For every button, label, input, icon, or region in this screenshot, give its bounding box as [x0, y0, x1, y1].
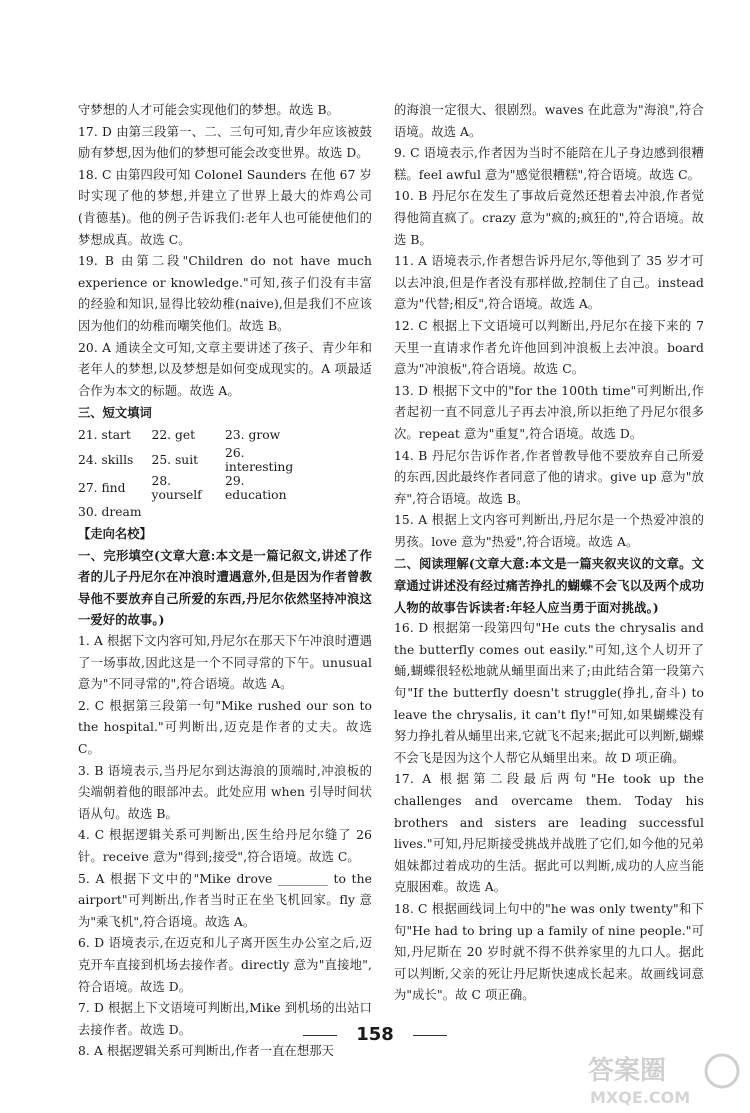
table-cell: 30. dream [78, 505, 142, 520]
table-cell: 28. yourself [151, 473, 202, 502]
table-cell [299, 446, 373, 474]
footer-rule-left [303, 1035, 337, 1036]
table-row [78, 424, 372, 446]
answer-paragraph: 6. D 语境表示,在迈克和儿子离开医生办公室之后,迈克开车直接到机场去接作者。directly 意为"直接地",符合语境。故选 D。 [78, 936, 372, 994]
answer-paragraph: 5. A 根据下文中的"Mike drove ________ to the airport"可判断出,作者当时正在坐飞机回家。fly 意为"乘飞机",符合语境。故选 A。 [78, 871, 372, 929]
cloze-intro: 一、完形填空(文章大意:本文是一篇记叙文,讲述了作者的儿子丹尼尔在冲浪时遭遇意外,但是因为作者曾教导他不要放弃自己所爱的东西,丹尼尔依然坚持冲浪这一爱好的故事。) [78, 547, 372, 628]
table-cell [299, 502, 373, 524]
table-cell [299, 424, 373, 446]
paragraph: 15. A 根据上文内容可判断出,丹尼尔是一个热爱冲浪的男孩。love 意为"热爱",符合语境。故选 A。 [394, 513, 704, 549]
left-column [78, 100, 372, 1063]
table-cell: 21. start [78, 427, 131, 442]
table-cell: 29. education [225, 473, 287, 502]
answer-paragraph: 2. C 根据第三段第一句"Mike rushed our son to the hospital."可判断出,迈克是作者的丈夫。故选 C。 [78, 698, 372, 757]
right-column [394, 100, 704, 1007]
table-cell: 26. interesting [225, 445, 294, 474]
table-cell: 22. get [151, 427, 196, 442]
table-cell: 25. suit [151, 452, 199, 467]
page-number: 158 [356, 1024, 394, 1045]
paragraph: 9. C 语境表示,作者因为当时不能陪在儿子身边感到很糟糕。feel awful 意为"感觉很糟糕",符合语境。故选 C。 [394, 146, 704, 182]
paragraph: 的海浪一定很大、很剧烈。waves 在此意为"海浪",符合语境。故选 A。 [394, 103, 704, 139]
paragraph: 10. B 丹尼尔在发生了事故后竟然还想着去冲浪,作者觉得他简直疯了。crazy 意为"疯的;疯狂的",符合语境。故选 B。 [394, 189, 704, 247]
answer-paragraph: 7. D 根据上下文语境可判断出,Mike 到机场的出站口去接作者。故选 D。 [78, 1001, 372, 1037]
reading-intro: 二、阅读理解(文章大意:本文是一篇夹叙夹议的文章。文章通过讲述没有经过痛苦挣扎的蝴蝶不会飞以及两个成功人物的故事告诉读者:年轻人应当勇于面对挑战。) [394, 556, 704, 615]
answer-paragraph: 4. C 根据逻辑关系可判断出,医生给丹尼尔缝了 26 针。receive 意为"得到;接受",符合语境。故选 C。 [78, 828, 372, 864]
paragraph: 11. A 语境表示,作者想告诉丹尼尔,等他到了 35 岁才可以去冲浪,但是作者没有那样做,控制住了自己。instead 意为"代替;相反",符合语境。故选 A。 [394, 254, 704, 312]
fill-in-answers-table [78, 424, 372, 523]
table-cell [152, 502, 226, 524]
watermark-logo [584, 1049, 744, 1107]
table-row [78, 502, 372, 524]
watermark-url: MXQE.COM [590, 1088, 691, 1107]
paragraph: 守梦想的人才可能会实现他们的梦想。故选 B。 [78, 103, 340, 117]
table-cell: 23. grow [225, 427, 281, 442]
table-row [78, 474, 372, 502]
paragraph: 14. B 丹尼尔告诉作者,作者曾教导他不要放弃自己所爱的东西,因此最终作者同意了他的请求。give up 意为"放弃",符合语境。故选 B。 [394, 448, 704, 506]
table-cell [225, 502, 299, 524]
paragraph: 19. B 由第二段"Children do not have much experience or knowledge."可知,孩子们没有丰富的经验和知识,显得比较幼稚(naive),但是我们不应该因为他们的幼稚而嘲笑他们。故选 B。 [78, 254, 372, 333]
paragraph: 12. C 根据上下文语境可以判断出,丹尼尔在接下来的 7 天里一直请求作者允许他回到冲浪板上去冲浪。board 意为"冲浪板",符合语境。故选 C。 [394, 318, 704, 377]
page-footer [0, 1024, 750, 1045]
answer-paragraph: 1. A 根据下文内容可知,丹尼尔在那天下午冲浪时遭遇了一场事故,因此这是一个不同寻常的下午。unusual 意为"不同寻常的",符合语境。故选 A。 [78, 634, 372, 692]
answer-paragraph: 18. C 根据画线词上句中的"he was only twenty"和下句"He had to bring up a family of nine people."可知,丹尼斯在 20 岁时就不得不供养家里的九口人。据此可以判断,父亲的死让丹尼斯快速成长起来。故画线词意为"成长"。故 C 项正确。 [394, 901, 704, 1003]
school-heading: 【走向名校】 [78, 526, 152, 542]
paragraph: 13. D 根据下文中的"for the 100th time"可判断出,作者起初一直不同意儿子再去冲浪,所以拒绝了丹尼尔很多次。repeat 意为"重复",符合语境。故选 D。 [394, 383, 704, 441]
table-row [78, 446, 372, 474]
answer-paragraph: 3. B 语境表示,当丹尼尔到达海浪的顶端时,冲浪板的尖端朝着他的眼部冲去。此处应用 when 引导时间状语从句。故选 B。 [78, 763, 372, 821]
answer-paragraph: 8. A 根据逻辑关系可判断出,作者一直在想那天 [78, 1044, 335, 1059]
table-cell [299, 474, 373, 502]
section-title: 三、短文填词 [78, 405, 152, 421]
answer-paragraph: 16. D 根据第一段第四句"He cuts the chrysalis and the butterfly comes out easily."可知,这个人切开了蛹,蝴蝶很轻松地就从蛹里面出来了;由此结合第一段第六句"If the butterfly doesn't struggle(挣扎,奋斗) to leave the chrysalis, it can't fly!"可知,如果蝴蝶没有努力挣扎着从蛹里出来,它就飞不起来;据此可以判断,蝴蝶不会飞是因为这个人帮它从蛹里出来。故 D 项正确。 [394, 621, 704, 765]
watermark-text: 答案圈 [588, 1056, 667, 1086]
watermark-circle-icon [706, 1055, 738, 1087]
paragraph: 20. A 通读全文可知,文章主要讲述了孩子、青少年和老年人的梦想,以及梦想是如何变成现实的。A 项最适合作为本文的标题。故选 A。 [78, 340, 372, 398]
table-cell: 27. find [78, 480, 126, 495]
table-cell: 24. skills [78, 452, 134, 467]
footer-rule-right [413, 1035, 447, 1036]
paragraph: 18. C 由第四段可知 Colonel Saunders 在他 67 岁时实现了他的梦想,并建立了世界上最大的炸鸡公司(肯德基)。他的例子告诉我们:老年人也可能使他们的梦想成真。故选 C。 [78, 167, 372, 247]
answer-paragraph: 17. A 根据第二段最后两句"He took up the challenges and overcame them. Today his brothers and sisters are leading successful lives."可知,丹尼斯接受挑战并战胜了它们,如今他的兄弟姐妹都过着成功的生活。据此可以判断,成功的人应当能克服困难。故选 A。 [394, 772, 704, 895]
paragraph: 17. D 由第三段第一、二、三句可知,青少年应该被鼓励有梦想,因为他们的梦想可能会改变世界。故选 D。 [78, 124, 372, 161]
